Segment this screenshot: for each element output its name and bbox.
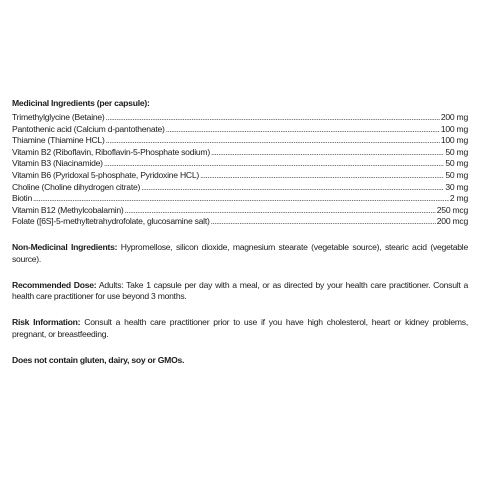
ingredient-name: Vitamin B2 (Riboflavin, Riboflavin-5-Phosphate sodium) <box>12 146 210 157</box>
ingredient-amount: 200 mcg <box>436 216 468 227</box>
ingredient-row <box>12 170 468 182</box>
supplement-facts <box>12 98 468 367</box>
recommended-dose-label: Recommended Dose: <box>12 279 97 290</box>
dot-leader <box>106 135 440 147</box>
ingredient-amount: 100 mg <box>440 135 468 146</box>
ingredient-row <box>12 205 468 217</box>
dot-leader <box>200 170 444 182</box>
ingredient-name: Pantothenic acid (Calcium d-pantothenate) <box>12 123 165 134</box>
ingredient-name: Biotin <box>12 193 32 204</box>
risk-information <box>12 317 468 341</box>
ingredient-row <box>12 112 468 124</box>
ingredient-amount: 200 mg <box>440 112 468 122</box>
ingredient-name: Vitamin B3 (Niacinamide) <box>12 158 103 169</box>
ingredient-amount: 250 mcg <box>436 204 468 215</box>
ingredient-row <box>12 182 468 194</box>
ingredient-list <box>12 112 468 228</box>
ingredient-name: Trimethylglycine (Betaine) <box>12 112 105 122</box>
ingredient-amount: 2 mg <box>449 193 468 204</box>
ingredient-amount: 30 mg <box>445 181 468 192</box>
risk-information-text: Consult a health care practitioner prior to use if you have high cholesterol, heart or kidney problems, pregnant, or breastfeeding. <box>12 317 468 339</box>
recommended-dose-text: Adults: Take 1 capsule per day with a meal, or as directed by your health care practitioner. Consult a health care practitioner for use beyond 3 months. <box>12 279 468 302</box>
ingredient-row <box>12 216 468 228</box>
dot-leader <box>106 112 440 124</box>
ingredient-row <box>12 124 468 136</box>
ingredient-name: Vitamin B6 (Pyridoxal 5-phosphate, Pyridoxine HCL) <box>12 169 200 180</box>
dot-leader <box>125 205 436 217</box>
ingredient-amount: 50 mg <box>445 146 468 157</box>
ingredient-row <box>12 135 468 147</box>
dot-leader <box>166 124 440 136</box>
ingredient-row <box>12 147 468 159</box>
dot-leader <box>211 216 436 228</box>
ingredient-amount: 50 mg <box>445 169 468 180</box>
ingredient-name: Vitamin B12 (Methylcobalamin) <box>12 204 124 215</box>
recommended-dose <box>12 280 468 304</box>
non-medicinal-ingredients <box>12 242 468 266</box>
dot-leader <box>211 147 444 159</box>
allergen-free-statement: Does not contain gluten, dairy, soy or GMOs. <box>12 354 185 365</box>
ingredient-name: Thiamine (Thiamine HCL) <box>12 135 105 146</box>
ingredient-name: Choline (Choline dihydrogen citrate) <box>12 181 141 192</box>
non-medicinal-text: Hypromellose, silicon dioxide, magnesium stearate (vegetable source), stearic acid (vegetable source). <box>12 241 468 264</box>
ingredient-row <box>12 193 468 205</box>
non-medicinal-label: Non-Medicinal Ingredients: <box>12 241 118 252</box>
medicinal-ingredients-heading: Medicinal Ingredients (per capsule): <box>12 98 150 108</box>
dot-leader <box>33 193 449 205</box>
dot-leader <box>141 182 444 194</box>
dot-leader <box>104 158 445 170</box>
risk-information-label: Risk Information: <box>12 317 81 328</box>
ingredient-amount: 50 mg <box>445 158 468 169</box>
ingredient-amount: 100 mg <box>440 123 468 134</box>
ingredient-row <box>12 158 468 170</box>
ingredient-name: Folate ([6S]-5-methyltetrahydrofolate, glucosamine salt) <box>12 216 210 227</box>
